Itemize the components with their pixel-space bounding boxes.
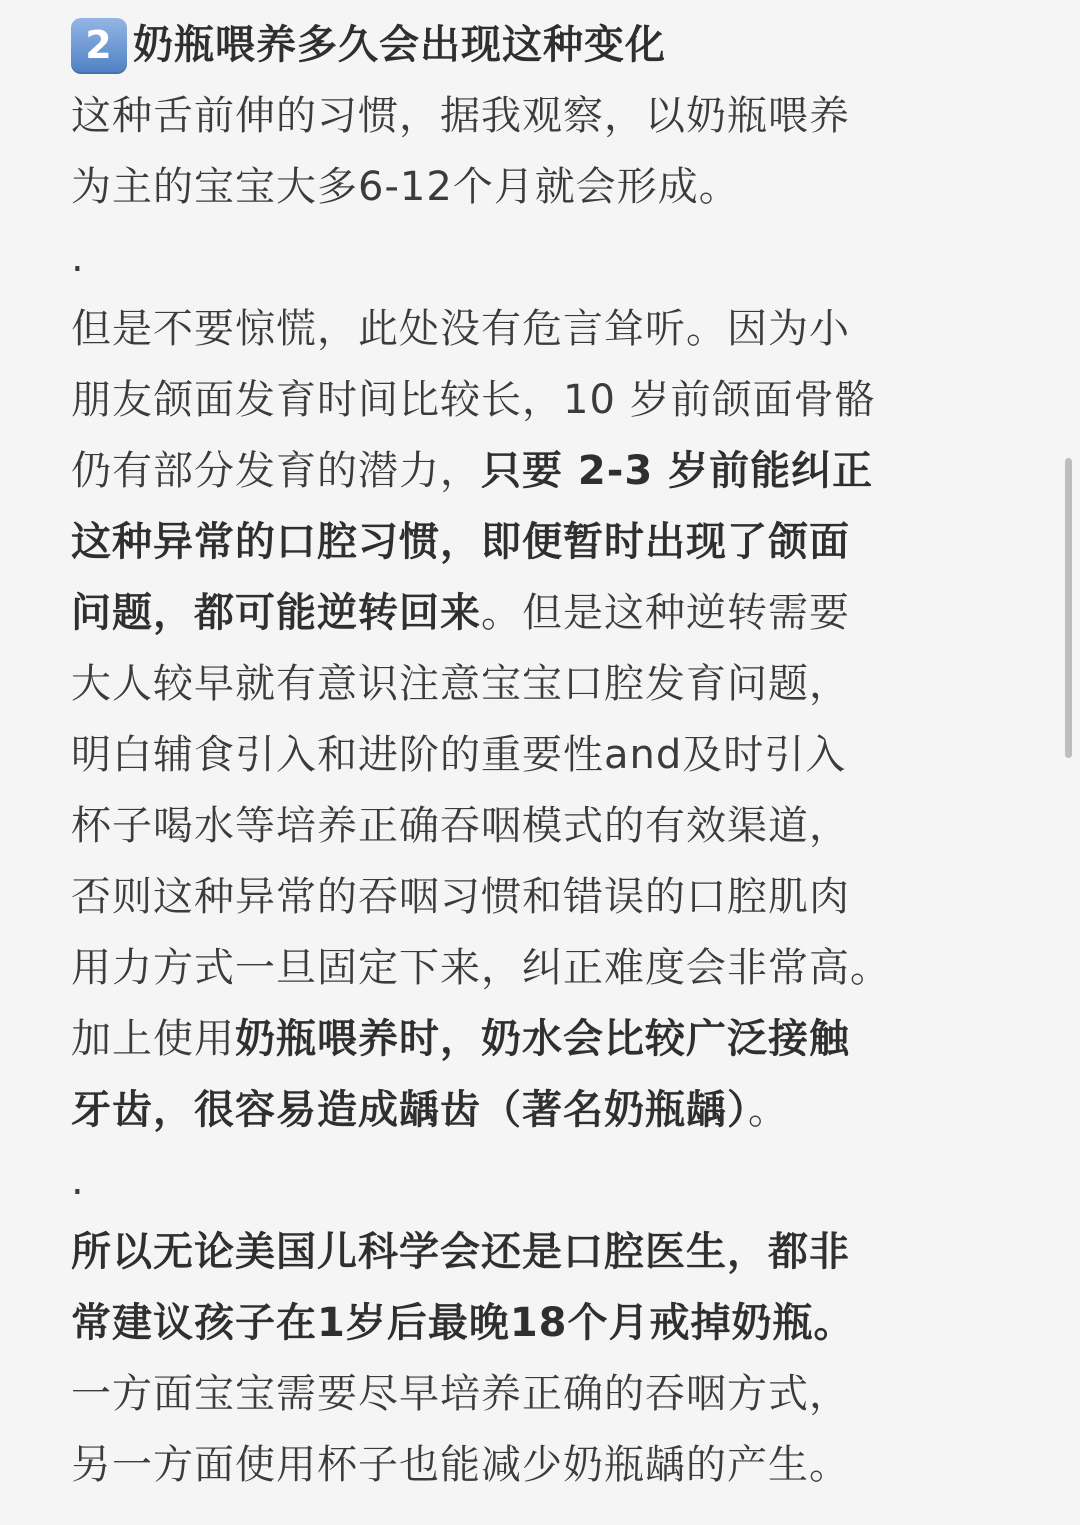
- bold-text: 奶瓶喂养时，奶水会比较广泛接触: [235, 1016, 850, 1062]
- scrollbar[interactable]: [1065, 458, 1072, 758]
- text-line: 用力方式一旦固定下来，纠正难度会非常高。: [71, 945, 891, 991]
- number-badge-icon: 2: [71, 18, 127, 74]
- text-line: 大人较早就有意识注意宝宝口腔发育问题，: [71, 661, 850, 707]
- text-line: 但是不要惊慌，此处没有危言耸听。因为小: [71, 306, 850, 352]
- text-span: 仍有部分发育的潜力，: [71, 448, 481, 494]
- bold-text: 只要 2-3 岁前能纠正: [481, 448, 874, 494]
- separator-dot: .: [71, 235, 85, 281]
- text-line: 否则这种异常的吞咽习惯和错误的口腔肌肉: [71, 874, 850, 920]
- text-line: 明白辅食引入和进阶的重要性and及时引入: [71, 732, 847, 778]
- text-line: [71, 578, 1021, 649]
- bold-text-line: 这种异常的口腔习惯，即便暂时出现了颌面: [71, 519, 850, 565]
- note-content: [71, 10, 1021, 1501]
- text-span: 加上使用: [71, 1016, 235, 1062]
- bold-text: 牙齿，很容易造成龋齿（著名奶瓶龋）: [71, 1087, 748, 1133]
- bold-text: 问题，都可能逆转回来: [71, 590, 481, 636]
- text-line: 为主的宝宝大多6-12个月就会形成。: [71, 164, 740, 210]
- text-line: [71, 436, 1021, 507]
- text-line: 朋友颌面发育时间比较长，10 岁前颌面骨骼: [71, 377, 876, 423]
- bold-text-line: 常建议孩子在1岁后最晚18个月戒掉奶瓶。: [71, 1300, 855, 1346]
- paragraph-3: [71, 1217, 1021, 1501]
- text-line: [71, 1004, 1021, 1075]
- bold-text-line: 所以无论美国儿科学会还是口腔医生，都非: [71, 1229, 850, 1275]
- section-title: 奶瓶喂养多久会出现这种变化: [133, 22, 666, 68]
- text-line: 一方面宝宝需要尽早培养正确的吞咽方式，: [71, 1371, 850, 1417]
- separator-dot: .: [71, 1158, 85, 1204]
- paragraph-1: [71, 81, 1021, 223]
- text-line: [71, 1075, 1021, 1146]
- text-line: 另一方面使用杯子也能减少奶瓶龋的产生。: [71, 1442, 850, 1488]
- text-line: 这种舌前伸的习惯，据我观察，以奶瓶喂养: [71, 93, 850, 139]
- text-span: 。: [748, 1087, 789, 1133]
- text-span: 。但是这种逆转需要: [481, 590, 850, 636]
- text-line: 杯子喝水等培养正确吞咽模式的有效渠道，: [71, 803, 850, 849]
- paragraph-2: [71, 294, 1021, 1146]
- section-heading: [71, 10, 1021, 81]
